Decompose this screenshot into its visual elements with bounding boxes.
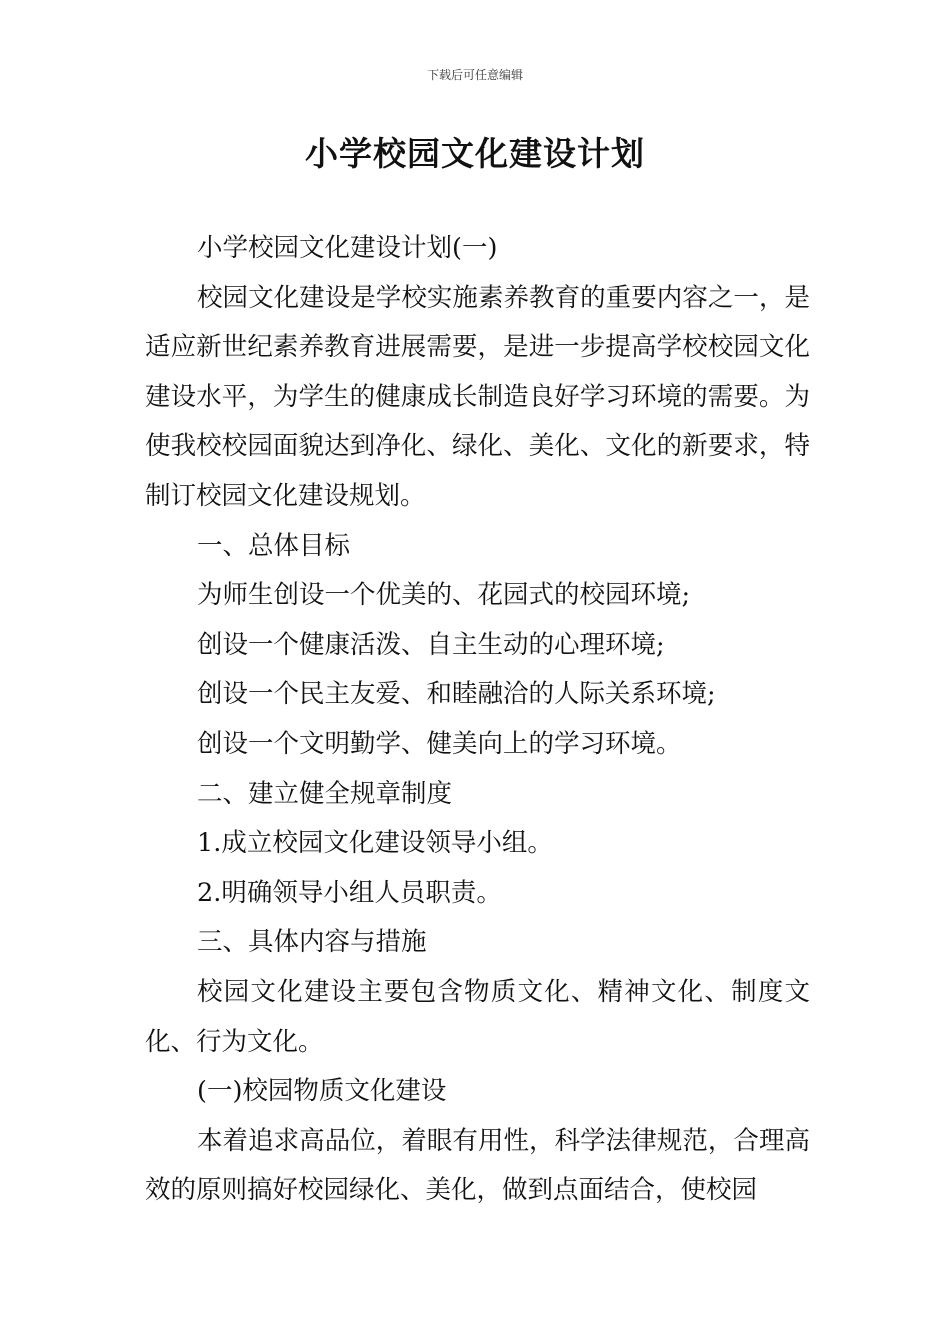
section-heading-1: 一、总体目标 [197, 530, 351, 561]
goal-item: 创设一个健康活泼、自主生动的心理环境; [197, 629, 665, 660]
rule-item: 2.明确领导小组人员职责。 [197, 877, 502, 908]
header-note: 下载后可任意编辑 [426, 68, 523, 82]
goal-item: 创设一个民主友爱、和睦融洽的人际关系环境; [197, 679, 716, 710]
subsection-heading: (一)校园物质文化建设 [197, 1076, 447, 1107]
paragraph-subtitle: 小学校园文化建设计划(一) [197, 233, 498, 263]
paragraph-content: 校园文化建设主要包含物质文化、精神文化、制度文化、行为文化。 [145, 976, 810, 1057]
goal-item: 为师生创设一个优美的、花园式的校园环境; [197, 580, 691, 611]
paragraph-content: 本着追求高品位，着眼有用性，科学法律规范，合理高效的原则搞好校园绿化、美化，做到点面结合，使校园 [145, 1125, 810, 1206]
section-heading-3: 三、具体内容与措施 [197, 927, 427, 958]
goal-item: 创设一个文明勤学、健美向上的学习环境。 [197, 728, 682, 759]
document-body [145, 224, 810, 1216]
section-heading-2: 二、建立健全规章制度 [197, 778, 453, 809]
paragraph-intro: 校园文化建设是学校实施素养教育的重要内容之一，是适应新世纪素养教育进展需要，是进一步提高学校校园文化建设水平，为学生的健康成长制造良好学习环境的需要。为使我校校园面貌达到净化、绿化、美化、文化的新要求，特制订校园文化建设规划。 [145, 282, 810, 511]
document-title: 小学校园文化建设计划 [305, 134, 645, 173]
rule-item: 1.成立校园文化建设领导小组。 [197, 828, 553, 859]
